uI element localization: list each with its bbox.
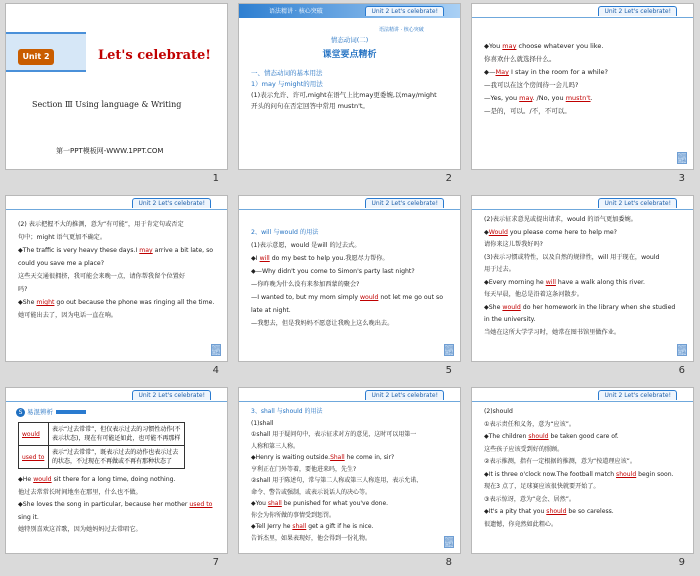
section-title: Section Ⅲ Using language & Writing — [32, 100, 182, 109]
banner-sub: 语法精讲 · 核心突破 — [379, 27, 424, 33]
line: 他过去常常长时间地坐在那里，什么也不做。 — [18, 488, 142, 496]
confusion-label: S 易混辨析 — [16, 407, 86, 417]
line: ◆—Why didn't you come to Simon's party last night? — [251, 268, 415, 275]
line: 告诉杰里，如果表现好，他会得到一份礼物。 — [251, 534, 372, 542]
unit-tab: Unit 2 Let's celebrate! — [132, 198, 211, 208]
slide-cell-6[interactable] — [466, 192, 699, 384]
line: late at night. — [251, 307, 291, 314]
line: ◆She would do her homework in the library when she studied — [484, 303, 676, 311]
slide-header — [6, 196, 227, 210]
slide-thumbnail[interactable] — [471, 387, 694, 554]
slide-cell-8[interactable] — [233, 384, 466, 576]
line: could you save me a place? — [18, 260, 104, 267]
unit-tab: Unit 2 Let's celebrate! — [365, 6, 444, 16]
table-cell-key: would — [19, 423, 49, 446]
unit-tab: Unit 2 Let's celebrate! — [598, 390, 677, 400]
info-icon: S — [16, 408, 25, 417]
line: in the university. — [484, 316, 536, 323]
table-cell-value: 表示“过去常常”，但仅表示过去的习惯性动作(不 表示状态)，现在有可能还如此，也可能不再那样 — [49, 423, 185, 446]
line: 现在3 点了，足球赛应该很快就要开始了。 — [484, 483, 600, 490]
table-cell-key: used to — [19, 446, 49, 469]
slide-cell-7[interactable] — [0, 384, 233, 576]
line: ①shall 用于疑问句中，表示征求对方的意见，这时可以用第一 — [251, 431, 417, 438]
line: ◆Henry is waiting outside.Shall he come in, sir? — [251, 454, 395, 461]
line: (3)表示习惯或特性，以及自然的规律性，will 用于现在，would — [484, 253, 660, 261]
line: ◆Every morning he will have a walk along this river. — [484, 278, 645, 286]
slide-cell-9[interactable] — [466, 384, 699, 576]
line: 请你来这儿帮我好吗? — [484, 241, 543, 248]
line: ◆Tell Jerry he shall get a gift if he is nice. — [251, 523, 374, 530]
slide-thumbnail[interactable] — [238, 387, 461, 554]
slide-number: 9 — [678, 557, 685, 568]
line: ①表示责任和义务，意为“应该”。 — [484, 420, 575, 428]
line: 每天早晨，他总是沿着这条河散步。 — [484, 291, 583, 298]
slide-thumbnail[interactable] — [238, 3, 461, 170]
table-row — [19, 446, 185, 469]
line: 亨利正在门外等着，要他进来吗，先生? — [251, 465, 357, 473]
line: (1)表示意愿，would 是will 的过去式。 — [251, 242, 361, 249]
line: 命令、警告或强制，或表示说话人的决心等。 — [251, 488, 372, 496]
line: sing it. — [18, 513, 39, 521]
slide-header — [472, 388, 693, 402]
slide-number: 7 — [212, 557, 219, 568]
slide-thumbnail[interactable] — [238, 195, 461, 362]
home-icon[interactable]: 返回 目录 — [212, 345, 220, 355]
line: 用于过去。 — [484, 266, 515, 273]
slide-number: 6 — [678, 365, 685, 376]
unit-tab: Unit 2 Let's celebrate! — [365, 198, 444, 208]
table-cell-value: 表示“过去常常”，既表示过去的动作也表示过去 的状态，不过现在不再做或不再有那种状态了 — [49, 446, 185, 469]
line: (2)表示征求意见或提出请求，would 的语气更加委婉。 — [484, 216, 637, 223]
line: —I wanted to, but my mom simply would not let me go out so — [251, 294, 443, 301]
line: ◆I will do my best to help you.我愿尽力帮你。 — [251, 255, 389, 262]
slide-header — [472, 4, 693, 18]
line: 你会为你所做的事情受到惩罚。 — [251, 511, 336, 519]
slide-cell-3[interactable] — [466, 0, 699, 192]
line: ◆It is three o'clock now.The football match should begin soon. — [484, 470, 674, 478]
slide-thumbnail[interactable] — [471, 195, 694, 362]
slide-cell-2[interactable] — [233, 0, 466, 192]
line: ◆—May I stay in the room for a while? — [484, 68, 608, 76]
unit-tab: Unit 2 Let's celebrate! — [598, 6, 677, 16]
line: 开头的问句在否定回答中常用 mustn't。 — [251, 102, 369, 110]
line: ◆She might go out because the phone was ringing all the time. — [18, 299, 215, 306]
line: ◆She loves the song in particular, because her mother used to — [18, 501, 213, 508]
line: 一、情态动词的基本用法 — [251, 69, 323, 77]
line: 当她在这所大学学习时，她常在图书馆里做作业。 — [484, 328, 621, 336]
slide-header — [239, 196, 460, 210]
slide-number: 2 — [445, 173, 452, 184]
site-text: 第一PPT模板网-WWW.1PPT.COM — [56, 147, 164, 155]
line: (2)should — [484, 408, 513, 415]
line: ③表示惊讶，意为“竟会、居然”。 — [484, 495, 575, 503]
topic: 情态动词(二) — [330, 36, 369, 44]
line: —我想去，但是我妈妈不愿意让我晚上这么晚出去。 — [251, 320, 394, 327]
heading: 课堂要点精析 — [322, 50, 377, 60]
slide-cell-4[interactable] — [0, 192, 233, 384]
line: 你喜欢什么就选择什么。 — [484, 55, 556, 63]
slide-cell-5[interactable] — [233, 192, 466, 384]
line: ②shall 用于陈述句，常与第二人称或第三人称连用，表示允诺、 — [251, 477, 423, 484]
unit-tab: Unit 2 Let's celebrate! — [598, 198, 677, 208]
line: 这些孩子应该受到好的照顾。 — [484, 445, 564, 453]
home-icon[interactable]: 返回 目录 — [445, 537, 453, 547]
slide-thumbnail[interactable] — [5, 195, 228, 362]
unit-tab: Unit 2 Let's celebrate! — [132, 390, 211, 400]
unit-tab: Unit 2 Let's celebrate! — [365, 390, 444, 400]
line: 3、shall 与should 的用法 — [251, 408, 323, 415]
slide-number: 1 — [212, 173, 219, 184]
line: 吗? — [18, 286, 28, 293]
line: 她可能出去了，因为电话一直在响。 — [18, 312, 117, 319]
line: ◆You shall be punished for what you've done. — [251, 500, 389, 507]
line: (1)shall — [251, 419, 274, 427]
label-bar — [56, 410, 86, 414]
unit-tag: Unit 2 — [18, 49, 54, 65]
line: ◆The traffic is very heavy these days.I may arrive a bit late, so — [18, 247, 214, 254]
slide-number: 8 — [445, 557, 452, 568]
line: —是的，可以。/不，不可以。 — [484, 107, 571, 115]
home-icon[interactable]: 返回 目录 — [445, 345, 453, 355]
line: ②表示推测，指有一定根据的推测，意为“按道理应该”。 — [484, 458, 636, 465]
line: ◆You may choose whatever you like. — [484, 42, 604, 50]
slide-header — [472, 196, 693, 210]
line: 句中；might 语气更加不确定。 — [18, 234, 107, 241]
line: (2) 表示把握不大的推测，意为“有可能”，用于肯定句或否定 — [18, 221, 184, 228]
table-row — [19, 423, 185, 446]
line: ◆It's a pity that you should be so careless. — [484, 508, 614, 515]
line: 人称和第三人称。 — [251, 442, 300, 450]
home-icon[interactable]: 返回 目录 — [678, 153, 686, 163]
line: 2、will 与would 的用法 — [251, 229, 319, 236]
line: —你昨晚为什么没有来参加西蒙的聚会? — [251, 281, 360, 288]
slide-number: 3 — [678, 173, 685, 184]
unit-title: Let's celebrate! — [98, 48, 211, 63]
home-icon[interactable]: 返回 目录 — [678, 345, 686, 355]
banner-label: 语法精讲 · 核心突破 — [269, 8, 323, 15]
line: 这些天交通很拥挤，我可能会来晚一点，请你帮我留个位置好 — [18, 273, 186, 280]
line: ◆The children should be taken good care of. — [484, 433, 619, 440]
line: —Yes, you may. /No, you mustn't. — [484, 94, 593, 102]
slide-header — [239, 388, 460, 402]
slide-thumbnail[interactable] — [5, 3, 228, 170]
line: ◆Would you please come here to help me? — [484, 228, 617, 236]
slide-number: 4 — [212, 365, 219, 376]
line: 她特别喜欢这首歌，因为她妈妈过去常唱它。 — [18, 526, 142, 533]
line: ◆He would sit there for a long time, doing nothing. — [18, 476, 176, 483]
slide-thumbnail[interactable] — [5, 387, 228, 554]
comparison-table — [18, 422, 185, 469]
slide-cell-1[interactable] — [0, 0, 233, 192]
slide-header — [6, 388, 227, 402]
slide-number: 5 — [445, 365, 452, 376]
slide-thumbnail[interactable] — [471, 3, 694, 170]
line: 很遗憾，你竟然如此粗心。 — [484, 520, 558, 528]
line: 1）may 与might的用法 — [251, 80, 323, 88]
line: —我可以在这个房间待一会儿吗? — [484, 81, 579, 89]
line: (1)表示允许、许可,might在语气上比may更委婉,以may/might — [251, 91, 437, 99]
